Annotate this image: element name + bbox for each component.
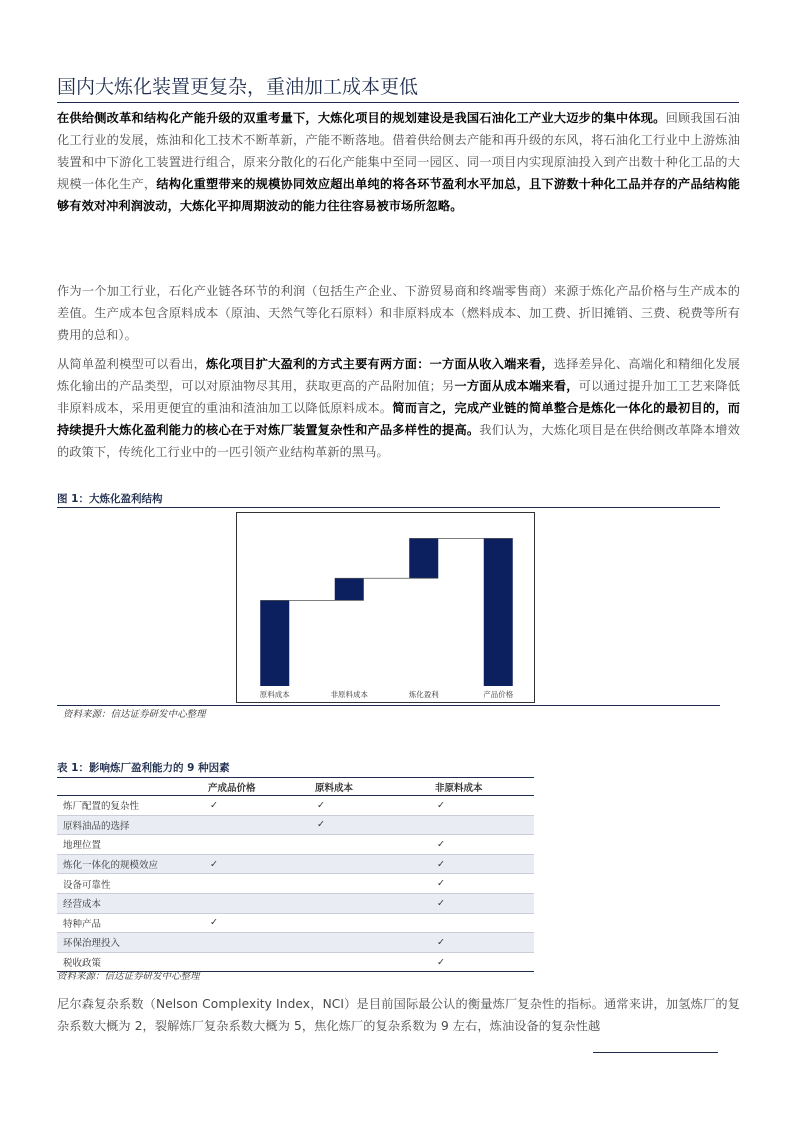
category-label: 原料成本 bbox=[259, 690, 290, 699]
model-bold-3: 简而言之，完成产业链的简单整合是炼化一体化的最初目的，而持续提升大炼化盈利能力的核心在于对炼厂装置复杂性和产品多样性的提高。 bbox=[57, 401, 740, 437]
category-label: 炼化盈利 bbox=[408, 690, 439, 699]
category-label: 产品价格 bbox=[483, 690, 514, 699]
bar-2 bbox=[409, 538, 438, 578]
figure-label: 图 1：大炼化盈利结构 bbox=[57, 493, 163, 505]
factor-label: 炼化一体化的规模效应 bbox=[57, 854, 208, 874]
paragraph-nci: 尼尔森复杂系数（Nelson Complexity Index，NCI）是目前国际最公认的衡量炼厂复杂性的指标。通常来讲，加氢炼厂的复杂系数大概为 2，裂解炼厂复杂系数大概为 5，焦化炼厂的复杂系数为 9 左右，炼油设备的复杂性越 bbox=[57, 997, 740, 1033]
bar-1 bbox=[335, 578, 364, 600]
product-price-check: ✓ bbox=[208, 854, 315, 874]
nonfeed-cost-check: ✓ bbox=[435, 796, 534, 816]
nonfeed-cost-check: ✓ bbox=[435, 952, 534, 972]
factor-label: 地理位置 bbox=[57, 835, 208, 855]
nonfeed-cost-check: ✓ bbox=[435, 874, 534, 894]
table-row bbox=[57, 854, 534, 874]
feed-cost-check bbox=[315, 893, 435, 913]
factors-table bbox=[57, 777, 534, 972]
table-row bbox=[57, 815, 534, 835]
factor-label: 炼厂配置的复杂性 bbox=[57, 796, 208, 816]
header-product-price: 产成品价格 bbox=[208, 778, 315, 796]
feed-cost-check bbox=[315, 913, 435, 933]
feed-cost-check: ✓ bbox=[315, 796, 435, 816]
model-text-2: 选择差异化、高端化和精细化发展炼化输出的产品类型，可以对原油物尽其用，获取更高的产品附加值；另 bbox=[57, 357, 740, 393]
header-nonfeed-cost: 非原料成本 bbox=[435, 778, 534, 796]
footer-rule bbox=[593, 1052, 718, 1053]
table-source: 资料来源：信达证券研发中心整理 bbox=[57, 971, 200, 982]
model-text-1: 从简单盈利模型可以看出， bbox=[57, 357, 207, 371]
bar-0 bbox=[260, 600, 289, 686]
paragraph-profit-model bbox=[57, 353, 740, 463]
table-row bbox=[57, 893, 534, 913]
figure-source: 资料来源：信达证券研发中心整理 bbox=[63, 709, 206, 720]
product-price-check bbox=[208, 952, 315, 972]
feed-cost-check bbox=[315, 874, 435, 894]
header-feed-cost: 原料成本 bbox=[315, 778, 435, 796]
model-bold-1: 炼化项目扩大盈利的方式主要有两方面：一方面从收入端来看， bbox=[206, 357, 554, 371]
paragraph-profit-definition: 作为一个加工行业，石化产业链各环节的利润（包括生产企业、下游贸易商和终端零售商）来源于炼化产品价格与生产成本的差值。生产成本包含原料成本（原油、天然气等化石原料）和非原料成本（燃料成本、加工费、折旧摊销、三费、税费等所有费用的总和）。 bbox=[57, 284, 740, 342]
table-body bbox=[57, 796, 534, 972]
paragraph-intro bbox=[57, 107, 740, 217]
product-price-check bbox=[208, 893, 315, 913]
feed-cost-check bbox=[315, 952, 435, 972]
intro-bold-conclusion: 结构化重塑带来的规模协同效应超出单纯的将各环节盈利水平加总，且下游数十种化工品并存的产品结构能够有效对冲利润波动，大炼化平抑周期波动的能力往往容易被市场所忽略。 bbox=[57, 177, 740, 213]
factor-label: 经营成本 bbox=[57, 893, 208, 913]
table-row bbox=[57, 874, 534, 894]
factor-label: 设备可靠性 bbox=[57, 874, 208, 894]
title-divider bbox=[57, 102, 739, 103]
model-text-4: 我们认为，大炼化项目是在供给侧改革降本增效的政策下，传统化工行业中的一匹引领产业结构革新的黑马。 bbox=[57, 423, 740, 459]
factor-label: 特种产品 bbox=[57, 913, 208, 933]
bar-3 bbox=[484, 538, 513, 686]
product-price-check bbox=[208, 874, 315, 894]
product-price-check: ✓ bbox=[208, 796, 315, 816]
factor-label: 环保治理投入 bbox=[57, 933, 208, 953]
waterfall-chart bbox=[237, 513, 534, 702]
feed-cost-check bbox=[315, 835, 435, 855]
table-row bbox=[57, 913, 534, 933]
nonfeed-cost-check: ✓ bbox=[435, 893, 534, 913]
intro-bold-lead: 在供给侧改革和结构化产能升级的双重考量下，大炼化项目的规划建设是我国石油化工产业大迈步的集中体现。 bbox=[57, 111, 666, 125]
category-label: 非原料成本 bbox=[330, 690, 368, 699]
table-row bbox=[57, 796, 534, 816]
table-row bbox=[57, 835, 534, 855]
feed-cost-check: ✓ bbox=[315, 815, 435, 835]
factor-label: 原料油品的选择 bbox=[57, 815, 208, 835]
feed-cost-check bbox=[315, 933, 435, 953]
model-bold-2: 一方面从成本端来看， bbox=[454, 379, 579, 393]
product-price-check: ✓ bbox=[208, 913, 315, 933]
product-price-check bbox=[208, 933, 315, 953]
nonfeed-cost-check: ✓ bbox=[435, 835, 534, 855]
table-title: 表 1：影响炼厂盈利能力的 9 种因素 bbox=[57, 762, 230, 774]
table-header-row bbox=[57, 778, 534, 796]
section-title: 国内大炼化装置更复杂，重油加工成本更低 bbox=[57, 76, 419, 98]
nonfeed-cost-check: ✓ bbox=[435, 933, 534, 953]
product-price-check bbox=[208, 815, 315, 835]
product-price-check bbox=[208, 835, 315, 855]
feed-cost-check bbox=[315, 854, 435, 874]
table-row bbox=[57, 933, 534, 953]
factor-label: 税收政策 bbox=[57, 952, 208, 972]
waterfall-chart-frame bbox=[236, 512, 535, 703]
nonfeed-cost-check: ✓ bbox=[435, 854, 534, 874]
nonfeed-cost-check bbox=[435, 815, 534, 835]
intro-body: 回顾我国石油化工行业的发展，炼油和化工技术不断革新，产能不断落地。借着供给侧去产能和再升级的东风，将石油化工行业中上游炼油装置和中下游化工装置进行组合，原来分散化的石化产能集中至同一园区、同一项目内实现原油投入到产出数十种化工品的大规模一体化生产， bbox=[57, 111, 740, 191]
nonfeed-cost-check bbox=[435, 913, 534, 933]
figure-top-rule bbox=[57, 507, 720, 508]
model-text-3: 可以通过提升加工工艺来降低非原料成本，采用更便宜的重油和渣油加工以降低原料成本。 bbox=[57, 379, 740, 415]
header-blank bbox=[57, 778, 208, 796]
